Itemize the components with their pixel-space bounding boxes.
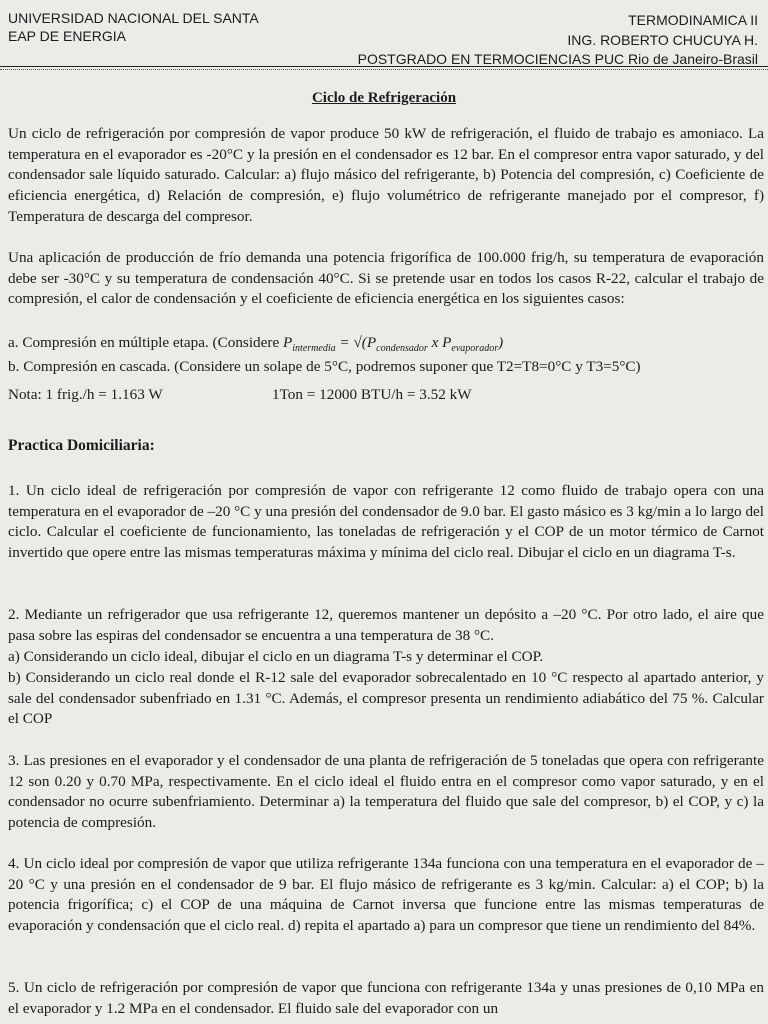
section-title: Practica Domiciliaria: — [8, 437, 155, 454]
university-name: UNIVERSIDAD NACIONAL DEL SANTA — [8, 10, 259, 26]
homework-item-4: 4. Un ciclo ideal por compresión de vapor que utiliza refrigerante 134a funciona con una temperatura en el evaporador de – 20 °C y una presión en el condensador de 9 bar. El flujo másico de refrigerante es 3 kg/min. Calcular: a) el COP; b) la potencia frigorífica; c) el COP de una máquina de Carnot inversa que funcione entre las mismas temperaturas de evaporación y condensación que el ciclo real. d) repita el apartado a) para un compresor que tiene un rendimiento del 84%. — [8, 855, 764, 935]
case-a-formula: $P_{intermedia} = √(P_{condensador}$ x $P_{evaporador}$) — [283, 334, 504, 355]
homework-item-1: 1. Un ciclo ideal de refrigeración por compresión de vapor con refrigerante 12 como fluido de trabajo opera con una temperatura en el evaporador de –20 °C y una presión del condensador de 9.0 bar. El gasto másico es 3 kg/min a lo largo del ciclo. Calcular el coeficiente de funcionamiento, las toneladas de refrigeración y el COP de un motor térmico de Carnot invertido que opere entre las mismas temperaturas máxima y mínima del ciclo real. Dibujar el ciclo en un diagrama T-s. — [8, 482, 764, 562]
homework-item-2b: b) Considerando un ciclo real donde el R-12 sale del evaporador sobrecalentado en 10 °C respecto al apartado anterior, y sale del condensador subenfriado en 1.31 °C. Además, el compresor presenta un rendimiento adiabático del 75 %. Calcular el COP — [8, 669, 764, 728]
header-rule-dotted — [0, 69, 768, 70]
case-a — [8, 334, 503, 354]
header-rule — [0, 66, 768, 67]
case-b: b. Compresión en cascada. (Considere un solape de 5°C, podremos suponer que T2=T8=0°C y T3=5°C) — [8, 358, 641, 375]
problem-2: Una aplicación de producción de frío demanda una potencia frigorífica de 100.000 frig/h, su temperatura de evaporación debe ser -30°C y su temperatura de condensación 40°C. Si se pretende usar en todos los casos R-22, calcular el trabajo de compresión, el calor de condensación y el coeficiente de eficiencia energética en los siguientes casos: — [8, 249, 764, 308]
homework-item-2a: a) Considerando un ciclo ideal, dibujar el ciclo en un diagrama T-s y determinar el COP. — [8, 648, 544, 665]
course-name: TERMODINAMICA II — [628, 12, 758, 28]
postgrad-line: POSTGRADO EN TERMOCIENCIAS PUC Rio de Janeiro-Brasil — [357, 51, 758, 67]
note-frig: Nota: 1 frig./h = 1.163 W — [8, 386, 163, 403]
homework-item-5: 5. Un ciclo de refrigeración por compresión de vapor que funciona con refrigerante 134a y unas presiones de 0,10 MPa en el evaporador y 1.2 MPa en el condensador. El fluido sale del evaporador con un — [8, 979, 764, 1017]
homework-item-2: 2. Mediante un refrigerador que usa refrigerante 12, queremos mantener un depósito a –20 °C. Por otro lado, el aire que pasa sobre las espiras del condensador se encuentra a una temperatura de 38 °C. — [8, 606, 764, 644]
homework-item-3: 3. Las presiones en el evaporador y el condensador de una planta de refrigeración de 5 toneladas que opera con refrigerante 12 son 0.20 y 0.70 MPa, respectivamente. En el ciclo ideal el fluido entra en el compresor como vapor saturado, y en el condensador no ocurre subenfriamiento. Determinar a) la temperatura del fluido que sale del compresor, b) el COP, y c) la potencia de compresión. — [8, 752, 764, 832]
page-title: Ciclo de Refrigeración — [311, 90, 457, 106]
school-name: EAP DE ENERGIA — [8, 28, 127, 44]
case-a-prefix: a. Compresión en múltiple etapa. (Considere — [8, 334, 280, 351]
note-ton: 1Ton = 12000 BTU/h = 3.52 kW — [272, 386, 472, 403]
professor-name: ING. ROBERTO CHUCUYA H. — [567, 32, 758, 48]
problem-1: Un ciclo de refrigeración por compresión de vapor produce 50 kW de refrigeración, el fluido de trabajo es amoniaco. La temperatura en el evaporador es -20°C y la presión en el condensador es 12 bar. En el compresor entra vapor saturado, y del condensador sale líquido saturado. Calcular: a) flujo másico del refrigerante, b) Potencia del compresión, c) Coeficiente de eficiencia energética, d) Relación de compresión, e) flujo volumétrico de refrigerante manejado por el compresor, f) Temperatura de descarga del compresor. — [8, 125, 764, 225]
